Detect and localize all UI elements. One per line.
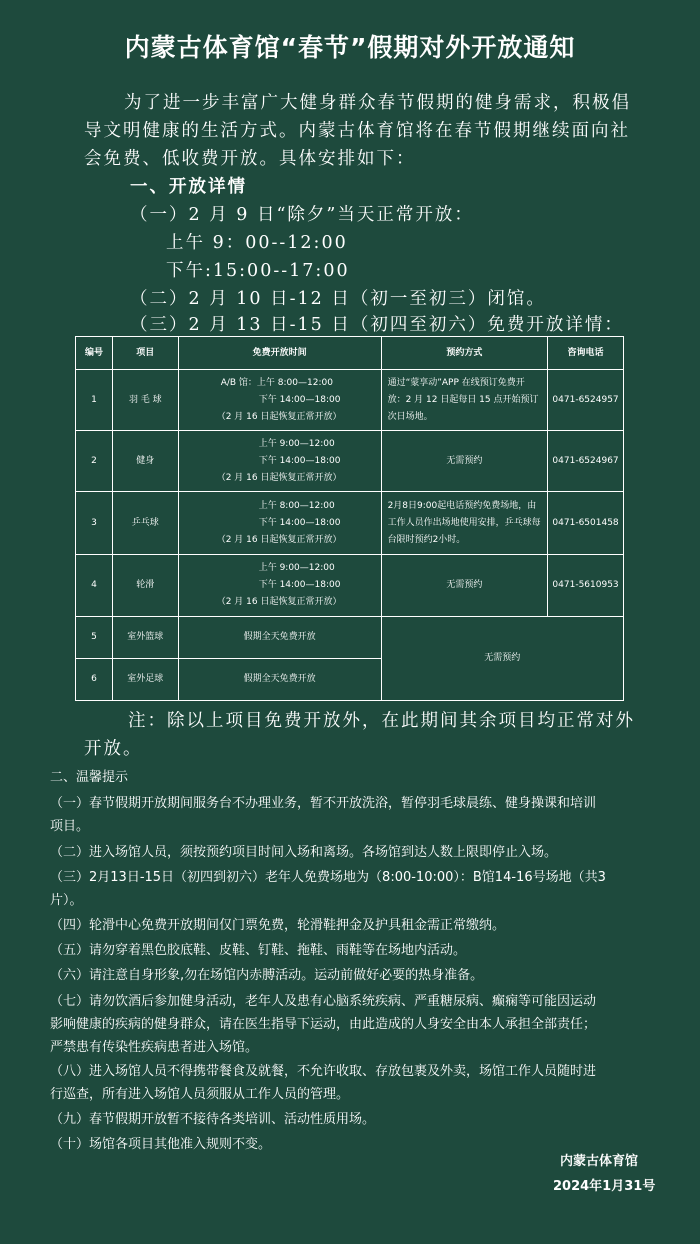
header-no: 编号 <box>76 337 113 370</box>
row-time: 假期全天免费开放 <box>178 617 381 659</box>
tip-line: 行巡查，所有进入场馆人员须服从工作人员的管理。 <box>50 1087 350 1102</box>
tip-line: 片）。 <box>50 893 83 908</box>
tip-line: （九）春节假期开放暂不接待各类培训、活动性质用场。 <box>50 1112 376 1127</box>
row-booking: 2月8日9:00起电话预约免费场地，由工作人员作出场地使用安排，乒乓球每台限时预约2小时。 <box>381 492 548 555</box>
tip-line: （四）轮滑中心免费开放期间仅门票免费，轮滑鞋押金及护具租金需正常缴纳。 <box>50 918 506 933</box>
signature-org: 内蒙古体育馆 <box>560 1154 639 1169</box>
row-phone: 0471-5610953 <box>548 555 624 617</box>
intro-line-1: 为了进一步丰富广大健身群众春节假期的健身需求，积极倡 <box>124 93 631 113</box>
row-no: 3 <box>76 492 113 555</box>
tip-line: （六）请注意自身形象,勿在场馆内赤膊活动。运动前做好必要的热身准备。 <box>50 968 484 983</box>
time-line-pm: 下午 14:00—18:00 <box>258 517 341 528</box>
row-booking: 无需预约 <box>381 431 548 492</box>
table-row <box>76 617 624 659</box>
tip-line: （三）2月13日-15日（初四到初六）老年人免费场地为（8:00-10:00）：B馆14-16号场地（共3 <box>50 870 606 885</box>
time-line-note: （2 月 16 日起恢复正常开放） <box>216 411 342 422</box>
row-item: 室外足球 <box>112 659 178 701</box>
tip-line: （八）进入场馆人员不得携带餐食及就餐，不允许收取、存放包裹及外卖，场馆工作人员随时进 <box>50 1064 597 1079</box>
row-time <box>178 492 381 555</box>
time-line-pm: 下午 14:00—18:00 <box>258 394 341 405</box>
section2-heading: 二、温馨提示 <box>50 770 129 785</box>
time-line-am: A/B 馆：上午 8:00—12:00 <box>220 377 333 388</box>
table-row <box>76 492 624 555</box>
section1-item1: （一）2 月 9 日“除夕”当天正常开放： <box>130 205 474 225</box>
header-phone: 咨询电话 <box>548 337 624 370</box>
section1-am-hours: 上午 9：00--12:00 <box>166 233 348 253</box>
section1-item2: （二）2 月 10 日-12 日（初一至初三）闭馆。 <box>130 289 546 309</box>
schedule-table <box>75 336 624 701</box>
table-row <box>76 555 624 617</box>
row-phone: 0471-6501458 <box>548 492 624 555</box>
row-item: 乒乓球 <box>112 492 178 555</box>
header-time: 免费开放时间 <box>178 337 381 370</box>
row-item: 羽 毛 球 <box>112 370 178 431</box>
row-no: 4 <box>76 555 113 617</box>
tip-line: 严禁患有传染性疾病患者进入场馆。 <box>50 1040 259 1055</box>
table-header-row <box>76 337 624 370</box>
intro-line-3: 会免费、低收费开放。具体安排如下： <box>84 149 416 169</box>
section1-item3: （三）2 月 13 日-15 日（初四至初六）免费开放详情： <box>130 315 624 335</box>
time-line-pm: 下午 14:00—18:00 <box>258 455 341 466</box>
row-booking: 通过“蒙享动”APP 在线预订免费开放：2 月 12 日起每日 15 点开始预订次日场地。 <box>381 370 548 431</box>
merged-booking-cell: 无需预约 <box>381 617 623 701</box>
intro-line-2: 导文明健康的生活方式。内蒙古体育馆将在春节假期继续面向社 <box>84 121 630 141</box>
row-no: 5 <box>76 617 113 659</box>
row-time: 假期全天免费开放 <box>178 659 381 701</box>
row-time <box>178 555 381 617</box>
tip-line: 项目。 <box>50 819 90 834</box>
row-no: 2 <box>76 431 113 492</box>
time-line-note: （2 月 16 日起恢复正常开放） <box>216 472 342 483</box>
row-phone: 0471-6524957 <box>548 370 624 431</box>
tip-line: （七）请勿饮酒后参加健身活动，老年人及患有心脑系统疾病、严重糖尿病、癫痫等可能因运动 <box>50 994 597 1009</box>
tip-line: 影响健康的疾病的健身群众，请在医生指导下运动，由此造成的人身安全由本人承担全部责任； <box>50 1017 597 1032</box>
row-item: 健身 <box>112 431 178 492</box>
tip-line: （十）场馆各项目其他准入规则不变。 <box>50 1137 272 1152</box>
row-no: 1 <box>76 370 113 431</box>
header-booking: 预约方式 <box>381 337 548 370</box>
signature-date: 2024年1月31号 <box>553 1179 656 1194</box>
time-line-am: 上午 9:00—12:00 <box>258 563 335 573</box>
tip-line: （五）请勿穿着黑色胶底鞋、皮鞋、钉鞋、拖鞋、雨鞋等在场地内活动。 <box>50 943 467 958</box>
section1-heading: 一、开放详情 <box>130 177 247 197</box>
row-phone: 0471-6524967 <box>548 431 624 492</box>
table-row <box>76 370 624 431</box>
time-line-note: （2 月 16 日起恢复正常开放） <box>216 597 342 607</box>
time-line-am: 上午 8:00—12:00 <box>258 500 335 511</box>
row-booking: 无需预约 <box>381 555 548 617</box>
tip-line: （二）进入场馆人员，须按预约项目时间入场和离场。各场馆到达人数上限即停止入场。 <box>50 845 558 860</box>
page-title: 内蒙古体育馆“春节”假期对外开放通知 <box>124 33 576 62</box>
row-time <box>178 431 381 492</box>
time-line-note: （2 月 16 日起恢复正常开放） <box>216 534 342 545</box>
row-item: 室外篮球 <box>112 617 178 659</box>
header-item: 项目 <box>112 337 178 370</box>
table-row <box>76 431 624 492</box>
note-line-2: 开放。 <box>84 739 143 759</box>
section1-pm-hours: 下午:15:00--17:00 <box>166 261 350 281</box>
row-no: 6 <box>76 659 113 701</box>
time-line-am: 上午 9:00—12:00 <box>258 438 335 449</box>
note-line-1: 注：除以上项目免费开放外，在此期间其余项目均正常对外 <box>128 711 635 731</box>
row-item: 轮滑 <box>112 555 178 617</box>
row-time <box>178 370 381 431</box>
time-line-pm: 下午 14:00—18:00 <box>258 580 341 590</box>
tip-line: （一）春节假期开放期间服务台不办理业务，暂不开放洗浴，暂停羽毛球晨练、健身操课和培训 <box>50 796 597 811</box>
